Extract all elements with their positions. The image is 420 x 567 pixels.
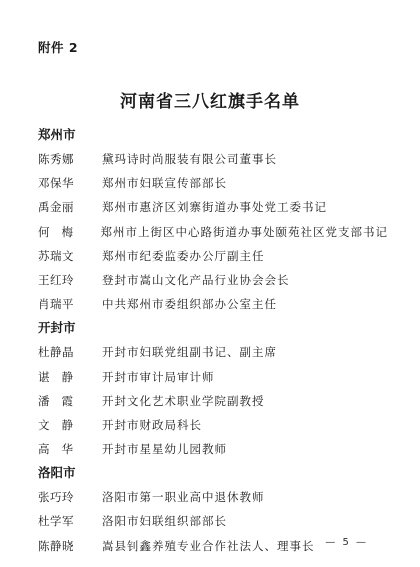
honoree-name: 杜静晶: [38, 345, 74, 360]
honoree-position: 郑州市妇联宣传部部长: [102, 176, 227, 191]
honoree-name: 何梅: [38, 224, 85, 239]
honoree-name: 文静: [38, 417, 85, 432]
honoree-position: 郑州市纪委监委办公厅副主任: [102, 248, 265, 263]
honoree-position: 洛阳市第一职业高中退休教师: [102, 490, 265, 505]
honoree-position: 开封市妇联党组副书记、副主席: [102, 345, 277, 360]
honoree-position: 黛玛诗时尚服装有限公司董事长: [102, 152, 277, 166]
honoree-row: [38, 340, 388, 364]
honoree-position: 中共郑州市委组织部办公室主任: [102, 297, 277, 312]
page-number: — 5 —: [325, 537, 368, 548]
honoree-position: 登封市嵩山文化产品行业协会会长: [102, 272, 290, 287]
honoree-row: [38, 147, 388, 171]
honoree-row: [38, 171, 388, 195]
honoree-name: 王红玲: [38, 272, 74, 287]
city-heading: 郑州市: [38, 127, 76, 142]
honoree-row: [38, 244, 388, 268]
honoree-row: [38, 389, 388, 413]
honoree-row: [38, 509, 388, 533]
honoree-row: [38, 437, 388, 461]
city-heading: 开封市: [38, 320, 76, 336]
honoree-name: 肖瑞平: [38, 297, 74, 312]
honoree-name: 陈秀娜: [38, 152, 74, 166]
honoree-position: 开封市星星幼儿园教师: [102, 442, 227, 457]
honoree-position: 郑州市惠济区刘寨街道办事处党工委书记: [102, 200, 327, 215]
honoree-name: 高华: [38, 442, 85, 457]
honoree-row: [38, 195, 388, 219]
attachment-label: 附件 2: [38, 40, 79, 55]
honoree-name: 张巧玲: [38, 490, 74, 505]
honoree-list: [38, 123, 388, 558]
honoree-position: 开封市财政局科长: [102, 417, 202, 432]
honoree-name: 杜学军: [38, 514, 74, 529]
honoree-name: 潘霞: [38, 393, 85, 408]
document-title: 河南省三八红旗手名单: [120, 92, 300, 112]
honoree-name: 陈静晓: [38, 538, 74, 553]
honoree-position: 开封市审计局审计师: [102, 369, 215, 384]
honoree-position: 开封文化艺术职业学院副教授: [102, 393, 265, 408]
honoree-name: 苏瑞文: [38, 248, 74, 263]
city-heading: 洛阳市: [38, 465, 76, 481]
honoree-position: 郑州市上街区中心路街道办事处颐苑社区党支部书记: [100, 224, 388, 239]
honoree-row: [38, 365, 388, 389]
honoree-row: [38, 413, 388, 437]
honoree-name: 谌静: [38, 369, 85, 384]
honoree-row: [38, 220, 388, 244]
honoree-name: 禹金丽: [38, 200, 74, 215]
honoree-position: 嵩县钊鑫养殖专业合作社法人、理事长: [102, 538, 315, 553]
honoree-position: 洛阳市妇联组织部部长: [102, 514, 227, 529]
honoree-name: 邓保华: [38, 176, 74, 191]
honoree-row: [38, 485, 388, 509]
honoree-row: [38, 292, 388, 316]
honoree-row: [38, 268, 388, 292]
